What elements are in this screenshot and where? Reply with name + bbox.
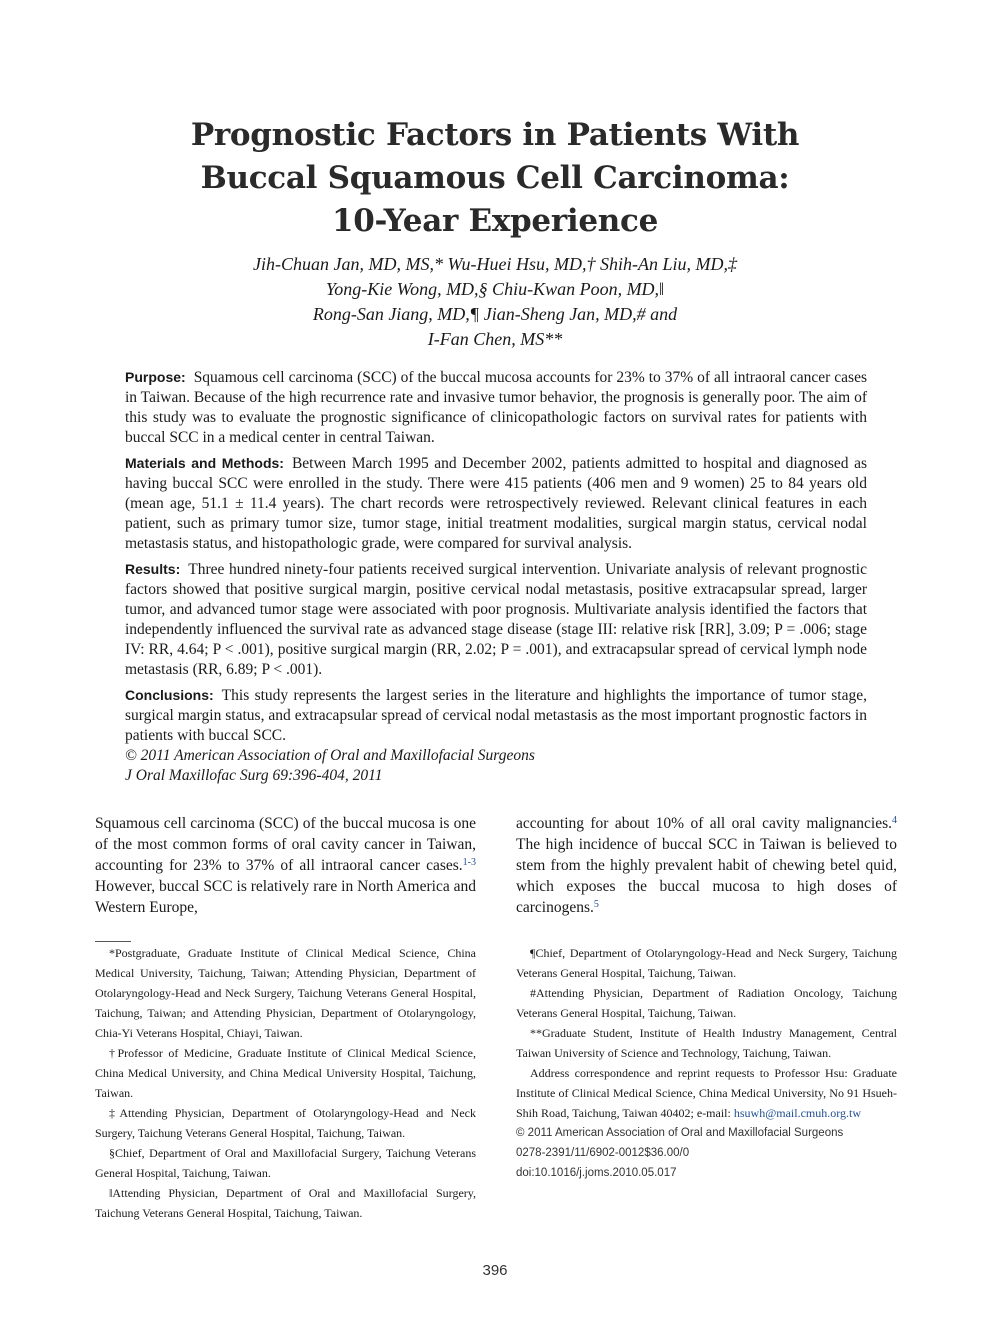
address-text: Address correspondence and reprint requests to Professor Hsu: Graduate Institute of Clinical Medical Science, China Medical University, No 91 Hsueh-Shih Road, Taichung, Taiwan 40402; e-mail: [516, 1066, 897, 1120]
page-number: 396 [482, 1262, 508, 1279]
title-line: Prognostic Factors in Patients With [190, 117, 800, 153]
author-line: Rong-San Jiang, MD,¶ Jian-Sheng Jan, MD,# and [312, 304, 678, 324]
abstract [125, 367, 867, 786]
footnote-copyright: © 2011 American Association of Oral and Maxillofacial Surgeons [516, 1127, 844, 1139]
affiliation-footnote: #Attending Physician, Department of Radiation Oncology, Taichung Veterans General Hospital, Taichung, Taiwan. [516, 986, 897, 1020]
abstract-results [125, 559, 867, 680]
body-column-right [516, 813, 897, 918]
reference-link[interactable]: 4 [892, 815, 897, 826]
abstract-text: Between March 1995 and December 2002, patients admitted to hospital and diagnosed as having buccal SCC were enrolled in the study. There were 415 patients (406 men and 9 women) 25 to 84 years old (mean age, 51.1 ± 11.4 years). The chart records were retrospectively reviewed. Relevant clinical features in each patient, such as primary tumor size, tumor stage, initial treatment modalities, surgical margin status, cervical nodal metastasis status, and histopathologic grade, were compared for survival analysis. [125, 455, 867, 552]
abstract-methods [125, 453, 867, 554]
body-text: The high incidence of buccal SCC in Taiwan is believed to stem from the highly prevalent habit of chewing betel quid, which exposes the buccal mucosa to high doses of carcinogens. [516, 836, 897, 916]
abstract-heading: Purpose: [125, 369, 186, 385]
correspondence-address [516, 1063, 897, 1123]
reference-link[interactable]: 5 [593, 899, 599, 910]
author-list [95, 252, 895, 352]
title-line: Buccal Squamous Cell Carcinoma: [200, 160, 790, 196]
affiliation-footnote: §Chief, Department of Oral and Maxillofacial Surgery, Taichung Veterans General Hospital, Taichung, Taiwan. [95, 1146, 476, 1180]
affiliation-footnote: *Postgraduate, Graduate Institute of Clinical Medical Science, China Medical University, Taichung, Taiwan; Attending Physician, Department of Otolaryngology-Head and Neck Surgery, Taichung Veterans General Hospital, Taichung, Taiwan; and Attending Physician, Department of Otolaryngology, Chia-Yi Veterans Hospital, Chiayi, Taiwan. [95, 946, 476, 1040]
author-line: I-Fan Chen, MS** [427, 329, 563, 349]
author-line: Jih-Chuan Jan, MD, MS,* Wu-Huei Hsu, MD,† Shih-An Liu, MD,‡ [253, 254, 737, 274]
abstract-copyright: © 2011 American Association of Oral and Maxillofacial Surgeons [125, 747, 535, 764]
footnotes-right [516, 943, 897, 1183]
affiliation-footnote: ¶Chief, Department of Otolaryngology-Head and Neck Surgery, Taichung Veterans General Hospital, Taichung, Taiwan. [516, 946, 897, 980]
abstract-text: Three hundred ninety-four patients received surgical intervention. Univariate analysis of relevant prognostic factors showed that positive surgical margin, positive cervical nodal metastasis, positive extracapsular spread, larger tumor, and advanced tumor stage were associated with poor prognosis. Multivariate analysis identified the factors that independently influenced the survival rate as advanced stage disease (stage III: relative risk [RR], 3.09; P = .006; stage IV: RR, 4.64; P < .001), positive surgical margin (RR, 2.02; P = .001), and extracapsular spread of cervical lymph node metastasis (RR, 6.89; P < .001). [125, 561, 867, 678]
body-column-left [95, 813, 476, 918]
abstract-heading: Conclusions: [125, 687, 214, 703]
footnote-divider [95, 941, 131, 942]
footnotes-left [95, 943, 476, 1223]
abstract-purpose [125, 367, 867, 448]
body-text: However, buccal SCC is relatively rare in North America and Western Europe, [95, 878, 476, 916]
body-text: Squamous cell carcinoma (SCC) of the buccal mucosa is one of the most common forms of oral cavity cancer in Taiwan, accounting for 23% to 37% of all intraoral cancer cases. [95, 815, 476, 874]
affiliation-footnote: ‖Attending Physician, Department of Oral and Maxillofacial Surgery, Taichung Veterans General Hospital, Taichung, Taiwan. [95, 1186, 476, 1220]
issn-code: 0278-2391/11/6902-0012$36.00/0 [516, 1147, 690, 1159]
abstract-text: Squamous cell carcinoma (SCC) of the buccal mucosa accounts for 23% to 37% of all intraoral cancer cases in Taiwan. Because of the high recurrence rate and invasive tumor behavior, the prognosis is generally poor. The aim of this study was to evaluate the prognostic significance of clinicopathologic factors on survival rates for patients with buccal SCC in a medical center in central Taiwan. [125, 369, 867, 446]
body-text: accounting for about 10% of all oral cavity malignancies. [516, 815, 892, 832]
affiliation-footnote: †Professor of Medicine, Graduate Institute of Clinical Medical Science, China Medical University, and China Medical University Hospital, Taichung, Taiwan. [95, 1046, 476, 1100]
abstract-heading: Materials and Methods: [125, 455, 284, 471]
affiliation-footnote: **Graduate Student, Institute of Health Industry Management, Central Taiwan University of Science and Technology, Taichung, Taiwan. [516, 1026, 897, 1060]
abstract-text: This study represents the largest series in the literature and highlights the importance of tumor stage, surgical margin status, and extracapsular spread of cervical nodal metastasis as the most important prognostic factors in patients with buccal SCC. [125, 687, 867, 744]
journal-citation: J Oral Maxillofac Surg 69:396-404, 2011 [125, 767, 383, 784]
abstract-conclusions [125, 685, 867, 746]
abstract-heading: Results: [125, 561, 181, 577]
title-line: 10-Year Experience [331, 203, 659, 239]
doi-link[interactable]: doi:10.1016/j.joms.2010.05.017 [516, 1167, 677, 1179]
email-link[interactable]: hsuwh@mail.cmuh.org.tw [733, 1106, 862, 1120]
affiliation-footnote: ‡Attending Physician, Department of Otolaryngology-Head and Neck Surgery, Taichung Veterans General Hospital, Taichung, Taiwan. [95, 1106, 476, 1140]
article-title [95, 114, 895, 243]
reference-link[interactable]: 1-3 [462, 857, 476, 868]
author-line: Yong-Kie Wong, MD,§ Chiu-Kwan Poon, MD,‖ [325, 279, 665, 299]
